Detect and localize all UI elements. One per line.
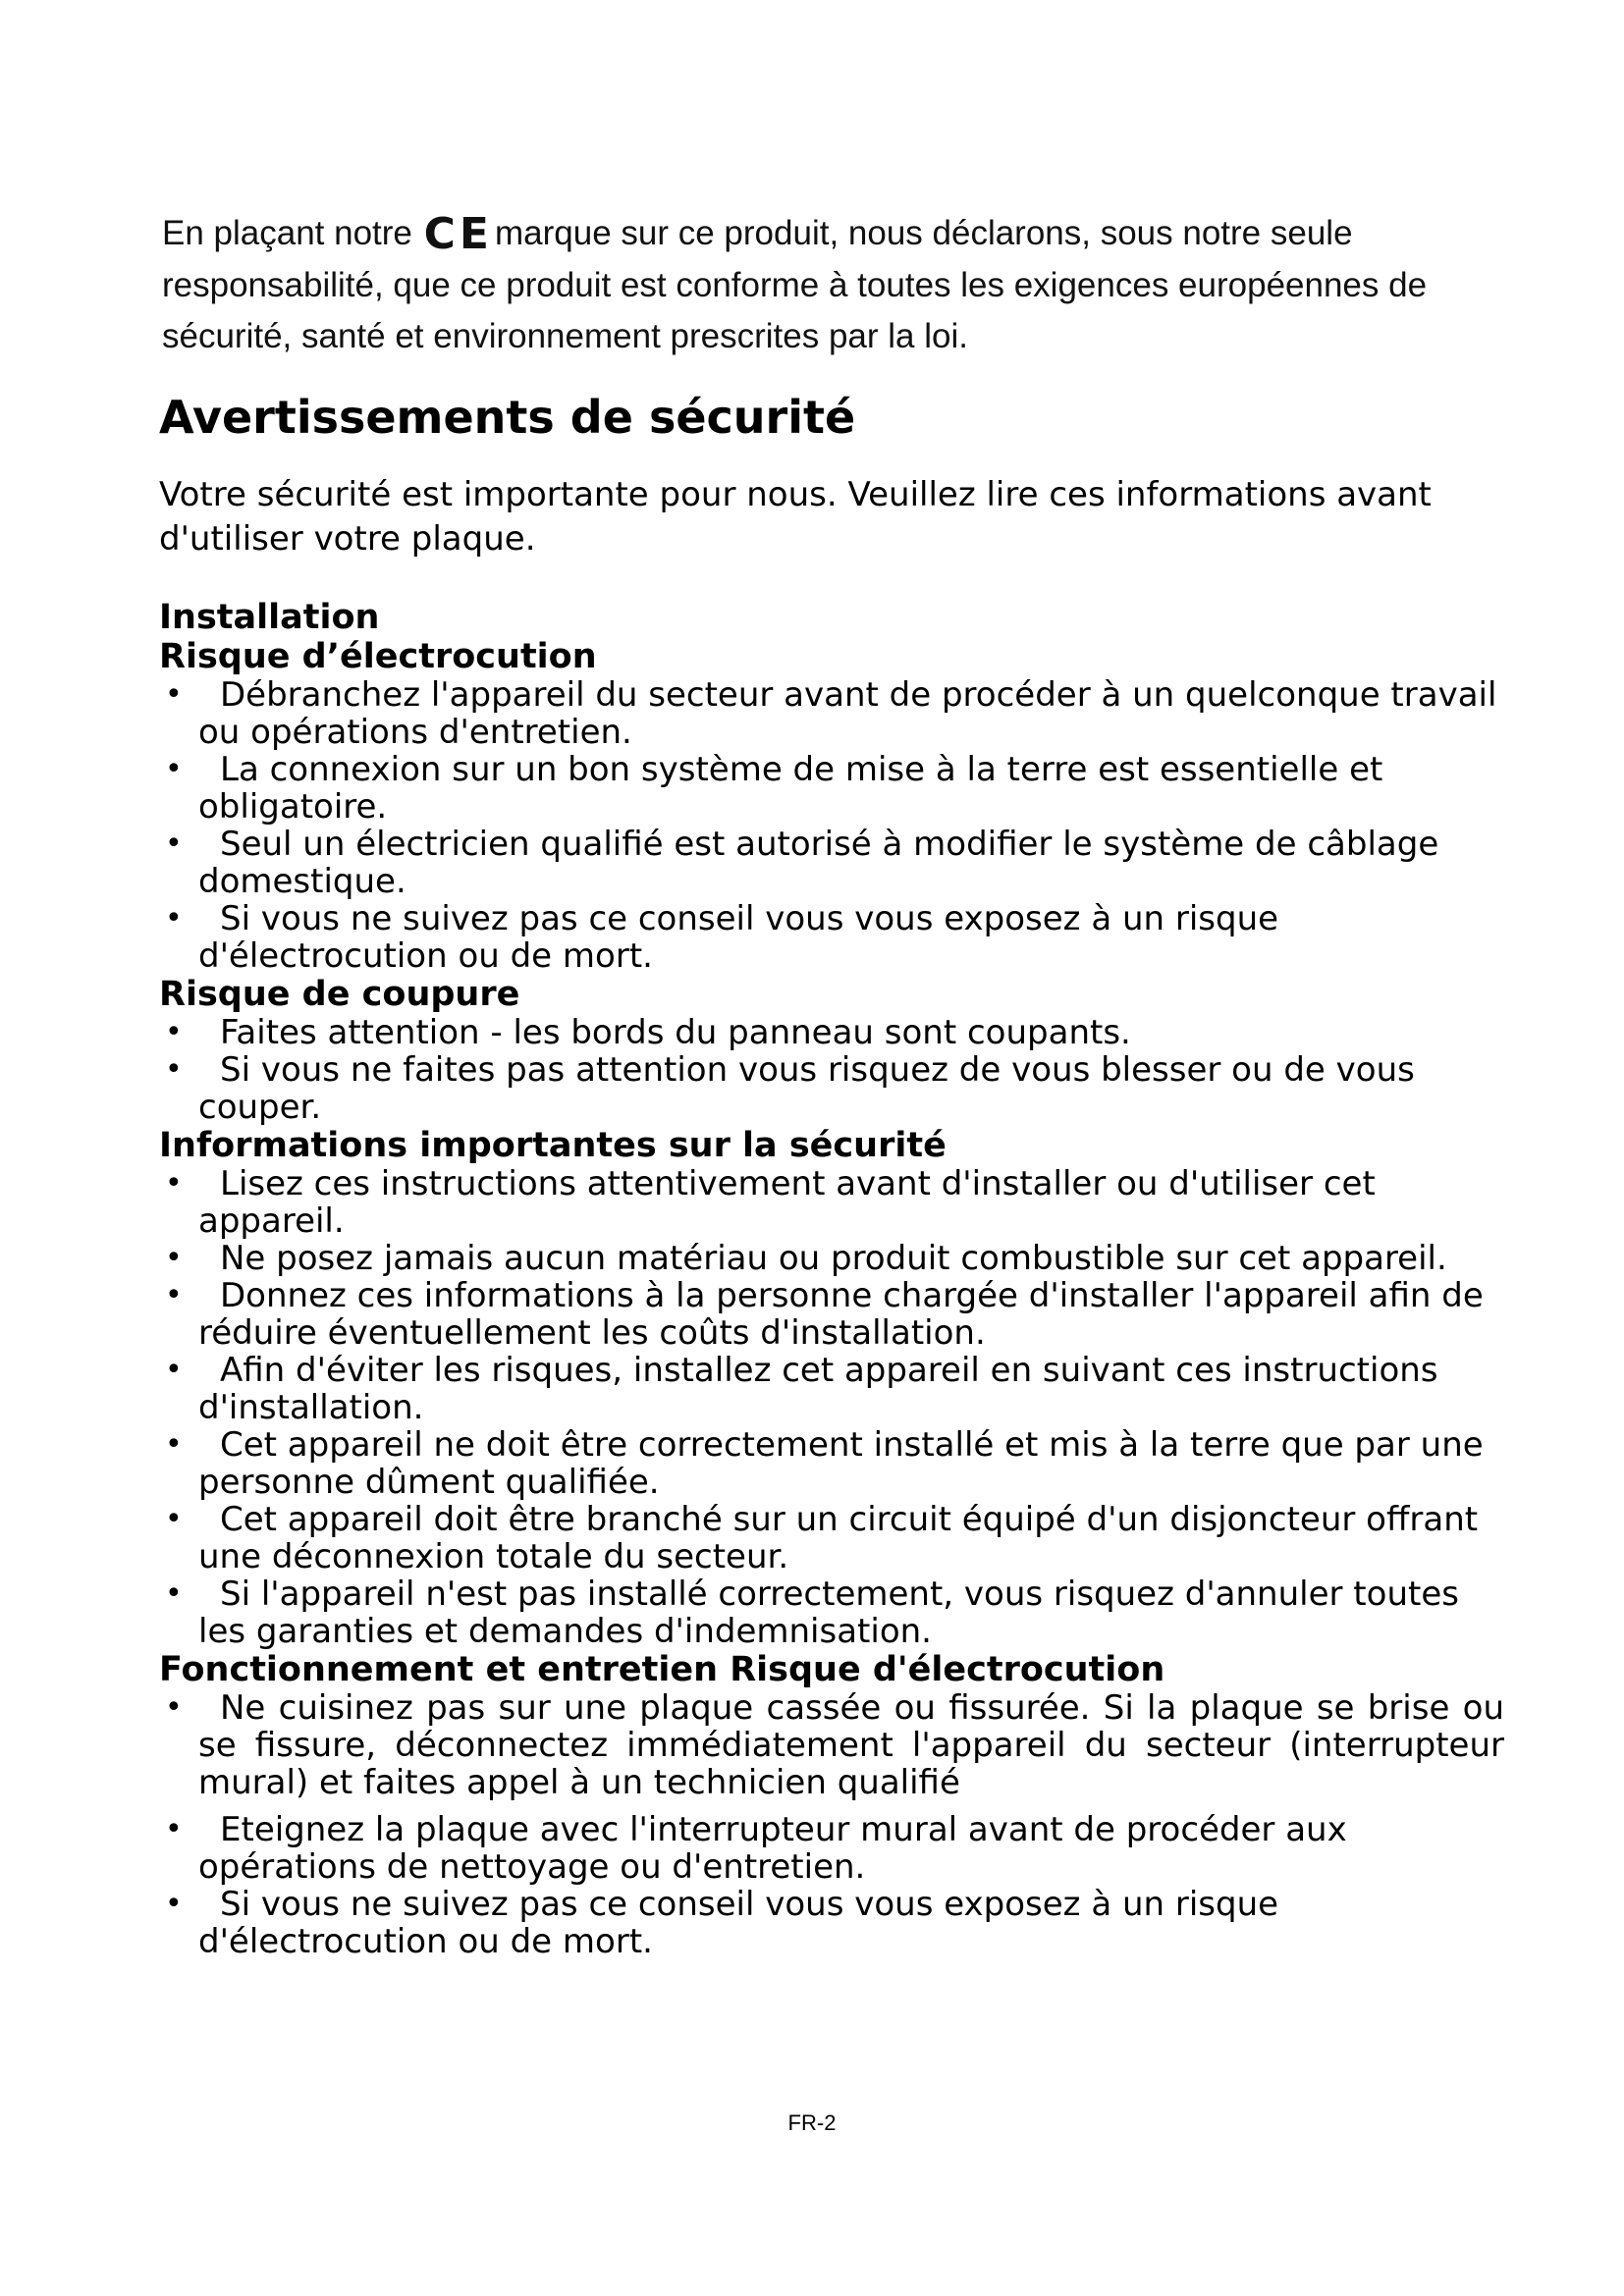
- list-item: • Seul un électricien qualifié est autorisé à modifier le système de câblage domestique.: [165, 825, 1439, 901]
- ce-mark-logo: CE: [423, 209, 493, 259]
- bullet-icon: •: [165, 1166, 183, 1201]
- list-item: • Afin d'éviter les risques, installez cet appareil en suivant ces instructions d'installation.: [165, 1351, 1438, 1427]
- list-item: • Faites attention - les bords du panneau sont coupants.: [165, 1013, 1131, 1052]
- bullet-icon: •: [165, 1353, 183, 1387]
- list-item: • Ne cuisinez pas sur une plaque cassée ou fissurée. Si la plaque se brise ou se fissure, déconnectez immédiatement l'appareil du secteur (interrupteur mural) et faites appel à un technicien qualifié: [165, 1688, 1504, 1802]
- list-electrocution: [159, 676, 1504, 975]
- bullet-icon: •: [165, 1427, 183, 1462]
- bullet-icon: •: [165, 901, 183, 935]
- list-item: • Si vous ne suivez pas ce conseil vous vous exposez à un risque d'électrocution ou de mort.: [165, 899, 1279, 976]
- bullet-icon: •: [165, 1502, 183, 1536]
- bullet-icon: •: [165, 1576, 183, 1611]
- ce-declaration: [162, 208, 1468, 362]
- page-number: FR-2: [787, 2110, 837, 2135]
- intro-paragraph: Votre sécurité est importante pour nous. Veuillez lire ces informations avant d'utiliser votre plaque.: [159, 475, 1432, 559]
- bullet-icon: •: [165, 1015, 183, 1049]
- bullet-icon: •: [165, 827, 183, 861]
- list-fonctionnement: [159, 1689, 1504, 1960]
- list-item: • Ne posez jamais aucun matériau ou produit combustible sur cet appareil.: [165, 1239, 1447, 1278]
- bullet-icon: •: [165, 752, 183, 786]
- list-item: • Si l'appareil n'est pas installé correctement, vous risquez d'annuler toutes les garanties et demandes d'indemnisation.: [165, 1575, 1459, 1651]
- list-coupure: [159, 1014, 1504, 1126]
- heading-electrocution: Risque d’électrocution: [159, 637, 597, 676]
- list-item: • Cet appareil doit être branché sur un circuit équipé d'un disjoncteur offrant une déconnexion totale du secteur.: [165, 1500, 1479, 1576]
- ce-declaration-start: En plaçant notre: [162, 214, 412, 252]
- ce-declaration-text: marque sur ce produit, nous déclarons, sous notre seule responsabilité, que ce produit est conforme à toutes les exigences européennes de sécurité, santé et environnement prescrites par la loi.: [162, 214, 1428, 355]
- bullet-icon: •: [165, 1812, 183, 1846]
- bullet-icon: •: [165, 1887, 183, 1921]
- bullet-icon: •: [165, 1052, 183, 1087]
- safety-content: [159, 598, 1504, 1960]
- list-item: • Donnez ces informations à la personne chargée d'installer l'appareil afin de réduire éventuellement les coûts d'installation.: [165, 1276, 1484, 1353]
- bullet-icon: •: [165, 1278, 183, 1312]
- list-item: • Débranchez l'appareil du secteur avant de procéder à un quelconque travail ou opérations d'entretien.: [165, 675, 1497, 752]
- list-item: • Si vous ne suivez pas ce conseil vous vous exposez à un risque d'électrocution ou de mort.: [165, 1885, 1279, 1961]
- heading-informations: Informations importantes sur la sécurité: [159, 1126, 947, 1165]
- list-item: • Eteignez la plaque avec l'interrupteur mural avant de procéder aux opérations de nettoyage ou d'entretien.: [165, 1810, 1347, 1887]
- heading-installation: Installation: [159, 598, 380, 637]
- list-item: • La connexion sur un bon système de mise à la terre est essentielle et obligatoire.: [165, 750, 1383, 827]
- heading-fonctionnement: Fonctionnement et entretien Risque d'électrocution: [159, 1650, 1165, 1689]
- list-item: • Si vous ne faites pas attention vous risquez de vous blesser ou de vous couper.: [165, 1050, 1415, 1127]
- bullet-icon: •: [165, 677, 183, 712]
- heading-coupure: Risque de coupure: [159, 975, 520, 1014]
- list-item: • Cet appareil ne doit être correctement installé et mis à la terre que par une personne dûment qualifiée.: [165, 1425, 1484, 1502]
- bullet-icon: •: [165, 1690, 183, 1725]
- bullet-icon: •: [165, 1241, 183, 1275]
- list-informations: [159, 1165, 1504, 1650]
- list-item: • Lisez ces instructions attentivement avant d'installer ou d'utiliser cet appareil.: [165, 1164, 1376, 1241]
- page-title: Avertissements de sécurité: [159, 391, 856, 444]
